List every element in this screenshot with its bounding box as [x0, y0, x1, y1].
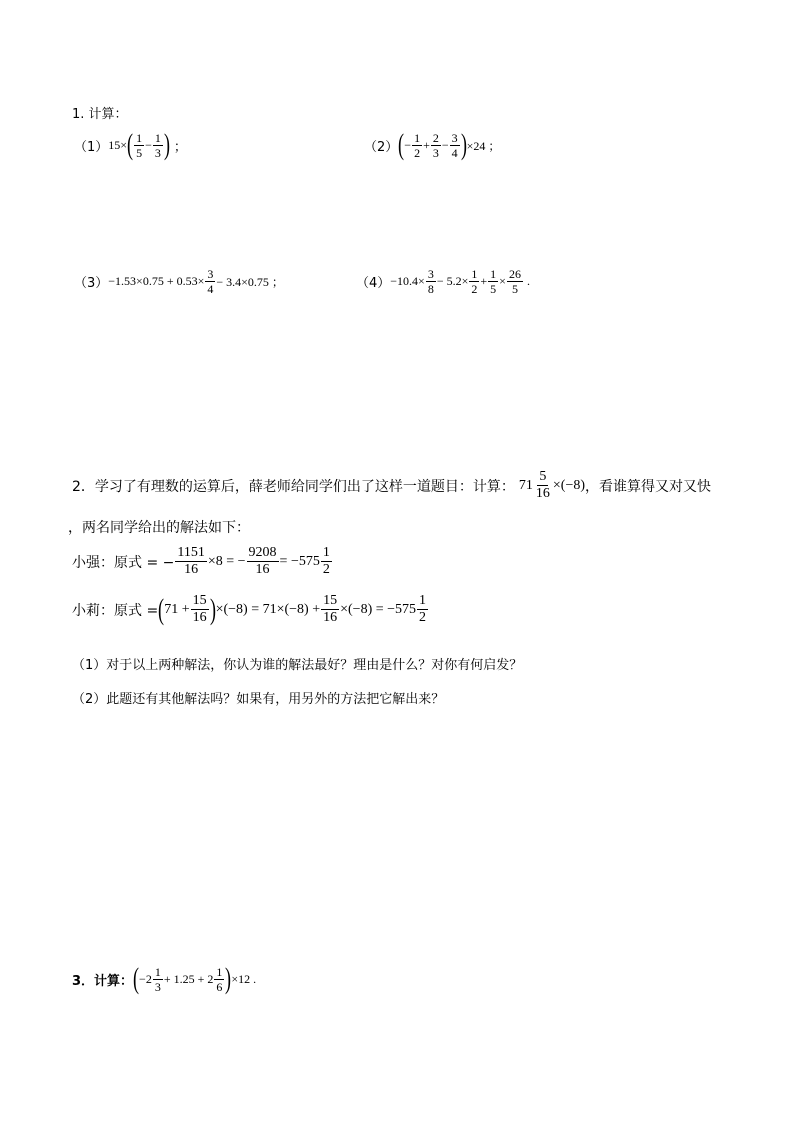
right-paren: ): [163, 128, 170, 161]
left-paren: (: [398, 128, 405, 161]
fraction: $\frac{3}{4}$: [207, 267, 214, 296]
fraction: $\frac{1}{5}$: [490, 267, 497, 296]
q1-part3-label: （3）: [74, 276, 109, 291]
q2-xiaoqiang: 小强：原式 = − $\frac{1151}{16}$ ×8 = − $\frac{9208}{16}$ = −575 $\frac{1}{2}$: [72, 545, 330, 577]
q1-part2-label: （2）: [364, 139, 399, 155]
fraction: $\frac{15}{16}$: [323, 593, 338, 625]
q2-sub2: （2）此题还有其他解法吗？如果有，用另外的方法把它解出来？: [72, 692, 445, 707]
fraction: $\frac{1}{6}$: [216, 964, 223, 994]
fraction: $\frac{1}{2}$: [419, 593, 427, 625]
q1-part4-label: （4）: [356, 276, 391, 291]
left-paren: (: [133, 962, 140, 995]
fraction: $\frac{1}{2}$: [471, 267, 478, 296]
fraction: $\frac{9208}{16}$: [248, 545, 277, 577]
q1-part1: （1） 15× ( $\frac{1}{5}$ − $\frac{1}{3}$ ) ；: [74, 128, 187, 161]
q1-part3: （3） −1.53×0.75 + 0.53× $\frac{3}{4}$ − 3.4×0.75 ；: [74, 267, 284, 296]
fraction: $\frac{1151}{16}$: [177, 545, 205, 577]
q1-part1-label: （1）: [74, 139, 109, 155]
q1-part4: （4） −10.4× $\frac{3}{8}$ − 5.2× $\frac{1}{2}$ + $\frac{1}{5}$ × $\frac{26}{5}$ .: [356, 267, 530, 296]
fraction: $\frac{26}{5}$: [508, 267, 521, 296]
fraction: $\frac{1}{3}$: [154, 130, 161, 160]
fraction: $\frac{3}{8}$: [427, 267, 434, 296]
q1-part2: （2） ( − $\frac{1}{2}$ + $\frac{2}{3}$ − $\frac{3}{4}$ ) ×24 ；: [364, 128, 501, 161]
fraction: $\frac{1}{2}$: [322, 545, 330, 577]
q3: 3．计算： ( −2 $\frac{1}{3}$ + 1.25 + 2 $\frac{1}{6}$ ) ×12 .: [72, 962, 257, 995]
q2-line2: ，两名同学给出的解法如下：: [68, 520, 250, 536]
q3-label: 3．计算：: [72, 973, 134, 989]
right-paren: ): [209, 592, 216, 626]
fraction: $\frac{15}{16}$: [192, 593, 207, 625]
q1-part1-term: 15×: [108, 137, 128, 152]
right-paren: ): [460, 128, 467, 161]
fraction: $\frac{3}{4}$: [451, 130, 458, 160]
fraction: $\frac{1}{3}$: [154, 964, 161, 994]
q2-sub1: （1）对于以上两种解法，你认为谁的解法最好？理由是什么？对你有何启发？: [72, 658, 523, 673]
left-paren: (: [127, 128, 134, 161]
fraction: $\frac{5}{16}$: [535, 469, 550, 501]
left-paren: (: [158, 592, 165, 626]
q1-title: 1. 计算：: [72, 107, 128, 122]
fraction: $\frac{2}{3}$: [432, 130, 439, 160]
right-paren: ): [225, 962, 232, 995]
fraction: $\frac{1}{2}$: [414, 130, 421, 160]
q2-xiaoli: 小莉：原式 = ( 71 + $\frac{15}{16}$ ) ×(−8) = 71×(−8) + $\frac{15}{16}$ ×(−8) = −575 $\frac{1}{2}$: [72, 592, 427, 626]
fraction: $\frac{1}{5}$: [136, 130, 143, 160]
q2-intro: 2．学习了有理数的运算后，薛老师给同学们出了这样一道题目：计算： 71 $\frac{5}{16}$ ×(−8) ，看谁算得又对又快: [72, 469, 712, 501]
